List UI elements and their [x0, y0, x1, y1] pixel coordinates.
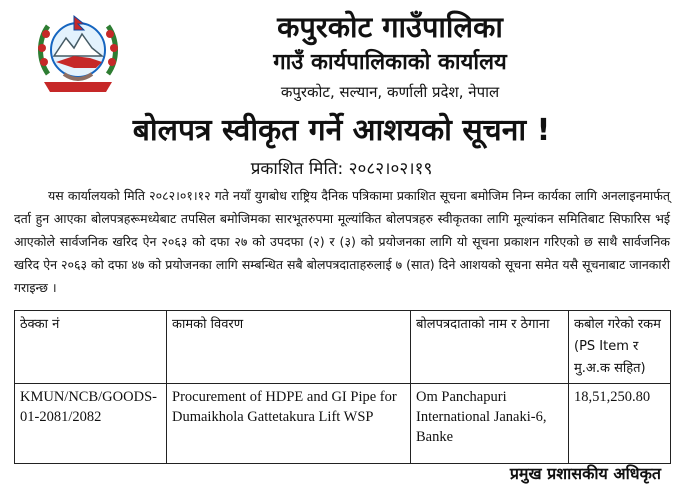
- cell-bidder: Om Panchapuri International Janaki-6, Banke: [411, 384, 569, 464]
- office-subtitle: गाउँ कार्यपालिकाको कार्यालय: [273, 50, 507, 75]
- table-row: [15, 384, 671, 464]
- notice-title: बोलपत्र स्वीकृत गर्ने आशयको सूचना !: [132, 113, 551, 148]
- signature-title: प्रमुख प्रशासकीय अधिकृत: [509, 464, 661, 483]
- header-quoted-amount: कबोल गरेको रकम (PS Item र मु.अ.क सहित): [569, 311, 671, 384]
- table-header-row: [15, 311, 671, 384]
- award-table: [14, 310, 671, 464]
- header-contract-no: ठेक्का नं: [15, 311, 167, 384]
- published-date: प्रकाशित मिति: २०८२।०२।१९: [250, 159, 433, 179]
- cell-work-description: Procurement of HDPE and GI Pipe for Dumaikhola Gattetakura Lift WSP: [167, 384, 411, 464]
- notice-body: यस कार्यालयको मिति २०८२।०१।१२ गते नयाँ युगबोध राष्ट्रिय दैनिक पत्रिकामा प्रकाशित सूचना बमोजिम निम्न कार्यका लागि अनलाइनमार्फत् दर्ता हुन आएका बोलपत्रहरूमध्येबाट तपसिल बमोजिमका सारभूतरुपमा मूल्यांकित बोलपत्रहरु स्वीकृतका लागि मूल्यांकन समितिबाट सिफारिस भई आएकोले सार्वजनिक खरिद ऐन २०६३ को दफा २७ को उपदफा (२) र (३) को प्रयोजनका लागि यो सूचना प्रकाशन गरिएको छ साथै सार्वजनिक खरिद ऐन २०६३ को दफा ४७ को प्रयोजनका लागि सम्बन्धित सबै बोलपत्रदाताहरुलाई ७ (सात) दिने आशयको सूचना समेत यसै सूचनाबाट जानकारी गराइन्छ ।: [14, 188, 670, 295]
- header-bidder-name-address: बोलपत्रदाताको नाम र ठेगाना: [411, 311, 569, 384]
- nepal-emblem-icon: [34, 12, 122, 96]
- cell-amount: 18,51,250.80: [569, 384, 671, 464]
- office-address: कपुरकोट, सल्यान, कर्णाली प्रदेश, नेपाल: [280, 83, 500, 101]
- header-work-description: कामको विवरण: [167, 311, 411, 384]
- cell-contract-no: KMUN/NCB/GOODS-01-2081/2082: [15, 384, 167, 464]
- office-name: कपुरकोट गाउँपालिका: [277, 10, 503, 44]
